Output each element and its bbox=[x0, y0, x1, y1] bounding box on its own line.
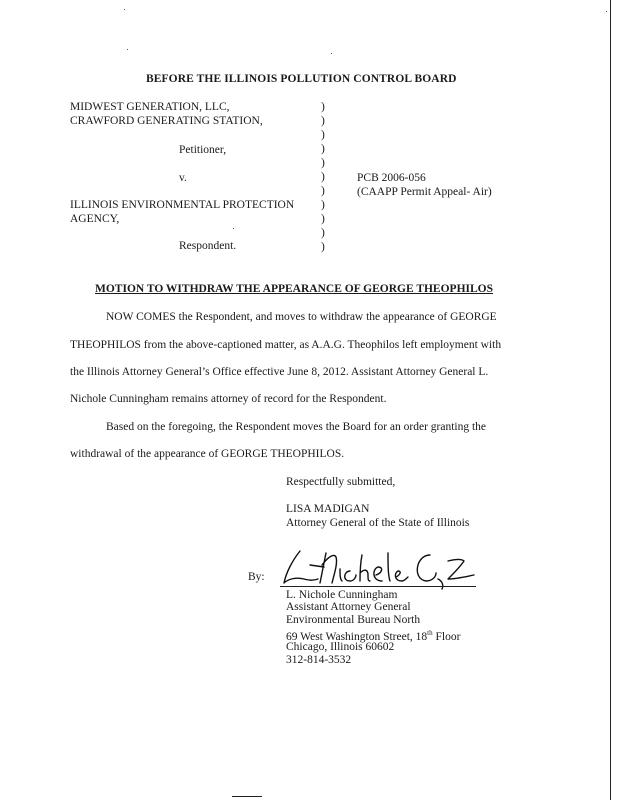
street-ordinal: th bbox=[427, 629, 433, 637]
caption-paren: ) bbox=[321, 185, 325, 197]
caption-paren: ) bbox=[321, 157, 325, 169]
signer-name: L. Nichole Cunningham bbox=[286, 589, 398, 601]
caption-paren: ) bbox=[321, 101, 325, 113]
scan-speck bbox=[331, 53, 332, 54]
caption-paren: ) bbox=[321, 143, 325, 155]
body-line-4: Nichole Cunningham remains attorney of record for the Respondent. bbox=[70, 393, 387, 405]
by-label: By: bbox=[248, 571, 265, 583]
petitioner-name-line-2: CRAWFORD GENERATING STATION, bbox=[70, 115, 263, 127]
scan-speck bbox=[127, 49, 128, 50]
caption-paren: ) bbox=[321, 129, 325, 141]
motion-title: MOTION TO WITHDRAW THE APPEARANCE OF GEORGE THEOPHILOS bbox=[95, 283, 494, 295]
caption-paren: ) bbox=[321, 115, 325, 127]
caption-paren: ) bbox=[321, 199, 325, 211]
board-heading: BEFORE THE ILLINOIS POLLUTION CONTROL BOARD bbox=[146, 73, 457, 85]
body-line-5: Based on the foregoing, the Respondent moves the Board for an order granting the bbox=[106, 421, 487, 433]
signer-city: Chicago, Illinois 60602 bbox=[286, 641, 395, 653]
body-line-6: withdrawal of the appearance of GEORGE THEOPHILOS. bbox=[70, 448, 345, 460]
scan-speck bbox=[124, 9, 125, 10]
respondent-name-line-2: AGENCY, bbox=[70, 213, 120, 225]
scan-speck bbox=[606, 11, 607, 12]
petitioner-name-line-1: MIDWEST GENERATION, LLC, bbox=[70, 101, 230, 113]
body-line-1: NOW COMES the Respondent, and moves to withdraw the appearance of GEORGE bbox=[106, 311, 497, 323]
caption-paren: ) bbox=[321, 227, 325, 239]
respondent-name-line-1: ILLINOIS ENVIRONMENTAL PROTECTION bbox=[70, 199, 295, 211]
caption-paren: ) bbox=[321, 241, 325, 253]
caption-paren: ) bbox=[321, 213, 325, 225]
body-line-3: the Illinois Attorney General’s Office effective June 8, 2012. Assistant Attorney General L. bbox=[70, 366, 489, 378]
respectfully-submitted: Respectfully submitted, bbox=[286, 476, 396, 488]
signature-line bbox=[280, 586, 476, 587]
signer-phone: 312-814-3532 bbox=[286, 654, 352, 666]
signer-title: Assistant Attorney General bbox=[286, 601, 411, 613]
page-edge-line bbox=[610, 0, 611, 800]
caption-paren: ) bbox=[321, 171, 325, 183]
street-prefix: 69 West Washington Street, 18 bbox=[286, 630, 428, 643]
scan-edge-mark bbox=[232, 796, 262, 797]
petitioner-role: Petitioner, bbox=[179, 144, 227, 156]
handwritten-signature bbox=[278, 543, 478, 591]
versus-label: v. bbox=[179, 172, 187, 184]
attorney-general-name: LISA MADIGAN bbox=[286, 503, 370, 515]
attorney-general-office: Attorney General of the State of Illinois bbox=[286, 517, 470, 529]
body-line-2: THEOPHILOS from the above-captioned matter, as A.A.G. Theophilos left employment with bbox=[70, 339, 502, 351]
case-number: PCB 2006-056 bbox=[357, 172, 426, 184]
scan-speck bbox=[233, 228, 234, 229]
respondent-role: Respondent. bbox=[179, 240, 237, 252]
case-type: (CAAPP Permit Appeal- Air) bbox=[357, 186, 492, 198]
signer-bureau: Environmental Bureau North bbox=[286, 614, 421, 626]
street-suffix: Floor bbox=[432, 630, 461, 643]
